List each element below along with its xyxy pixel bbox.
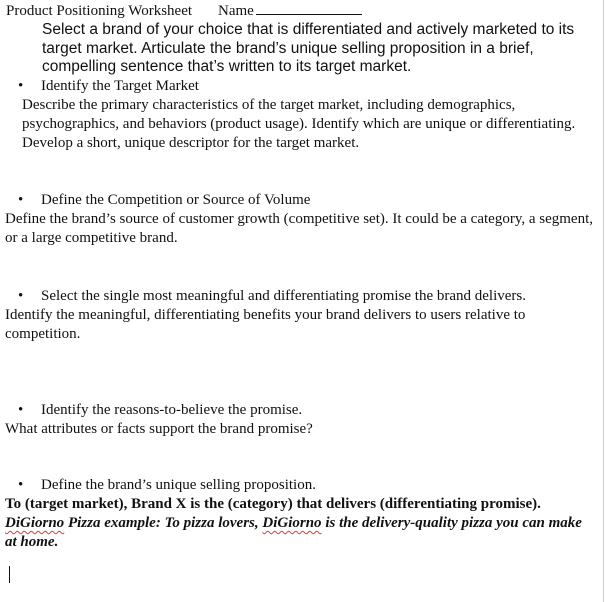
example-lead: Pizza example: To pizza lovers, (64, 515, 263, 531)
section-2-heading: Define the Competition or Source of Volume (41, 192, 311, 208)
bullet-icon: • (18, 402, 24, 418)
example-tail: is the delivery-quality pizza you can make at home. (5, 515, 582, 550)
text-cursor[interactable] (9, 566, 10, 583)
usp-example (5, 514, 597, 552)
section-1-heading: Identify the Target Market (41, 78, 199, 94)
name-label: Name (218, 3, 254, 19)
section-5-heading: Define the brand’s unique selling proposition. (41, 477, 316, 493)
spellcheck-word[interactable]: DiGiorno (262, 515, 322, 531)
section-1-heading-row (18, 77, 601, 96)
section-4-heading-row (18, 401, 601, 420)
spellcheck-word[interactable]: DiGiorno (5, 515, 65, 531)
bullet-icon: • (18, 288, 24, 304)
header-row (6, 2, 362, 21)
intro-text: Select a brand of your choice that is differentiated and actively marketed to its target market. Articulate the brand’s unique selling proposition in a brief, compelling sentence that’s written to its target market. (42, 21, 575, 75)
bullet-icon: • (18, 192, 24, 208)
section-3-heading: Select the single most meaningful and differentiating promise the brand delivers. (41, 288, 527, 304)
page-title: Product Positioning Worksheet (6, 3, 193, 19)
name-underline[interactable] (256, 2, 362, 15)
usp-template: To (target market), Brand X is the (category) that delivers (differentiating promise). (5, 496, 541, 512)
section-4-heading: Identify the reasons-to-believe the promise. (41, 402, 303, 418)
section-2-heading-row (18, 191, 601, 210)
section-3-description: Identify the meaningful, differentiating benefits your brand delivers to users relative to competition. (5, 307, 526, 342)
section-2-description: Define the brand’s source of customer growth (competitive set). It could be a category, a segment, or a large competitive brand. (5, 211, 593, 246)
bullet-icon: • (18, 78, 24, 94)
section-1-description: Describe the primary characteristics of the target market, including demographics, psychographics, and behaviors (product usage). Identify which are unique or differentiating. Develop a short, unique descriptor for the target market. (22, 97, 576, 151)
section-5-heading-row (18, 476, 601, 495)
page-edge-divider (603, 0, 604, 602)
bullet-icon: • (18, 477, 24, 493)
section-4-description: What attributes or facts support the brand promise? (5, 421, 313, 437)
section-3-heading-row (18, 287, 603, 306)
